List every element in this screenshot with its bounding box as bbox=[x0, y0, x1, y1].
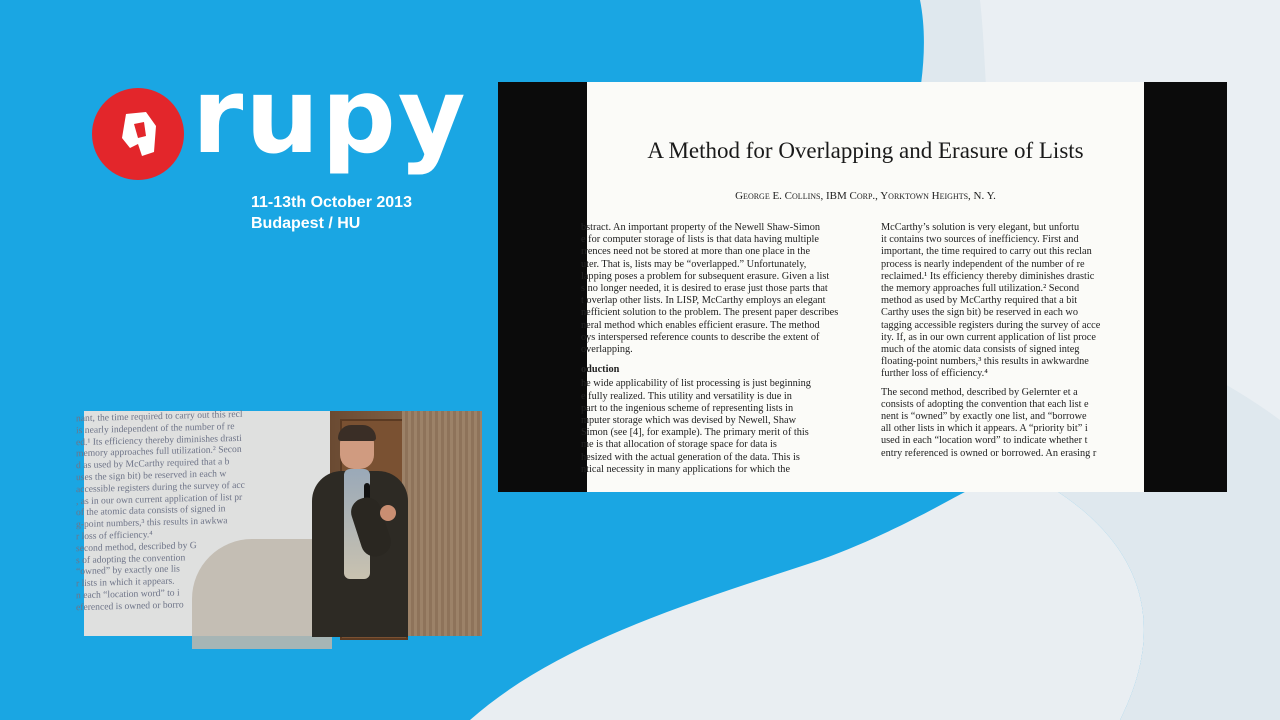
paper-line: bstract. An important property of the Newell Shaw-Simon bbox=[581, 222, 821, 233]
paper-author: George E. Collins, IBM Corp., Yorktown Heights, N. Y. bbox=[735, 190, 996, 202]
slide-view bbox=[498, 82, 1227, 492]
paper-left-column bbox=[581, 222, 863, 476]
projected-text: nant, the time required to carry out this recl is nearly independent of the number of re ed.¹ Its efficiency thereby diminishes drasti memory approaches full utilization.² Secon d as used by McCarthy required that a b uses the sign bit) be reserved in each w accessible registers during the survey of acc , as in our own current application of list pr of the atomic data consists of signed in g-point numbers,³ this results in awkwa r loss of efficiency.⁴ second method, described by G s of adopting the convention “owned” by exactly one lis r lists in which it appears. n each “location word” to i eferenced is owned or borro bbox=[76, 408, 245, 613]
paper-line: lapping poses a problem for subsequent erasure. Given a list bbox=[581, 270, 830, 282]
paper-line: The second method, described by Gelernter et a bbox=[881, 386, 1078, 398]
paper-line: further loss of efficiency.⁴ bbox=[881, 368, 988, 380]
section-heading: oduction bbox=[581, 364, 620, 376]
ruby-gem-icon bbox=[116, 108, 160, 160]
paper-line: all other lists in which it appears. A “priority bit” i bbox=[881, 423, 1088, 435]
wall-panel bbox=[402, 411, 482, 636]
paper-line: the memory approaches full utilization.² Second bbox=[881, 283, 1080, 295]
paper-line: McCarthy’s solution is very elegant, but unfortu bbox=[881, 222, 1080, 233]
paper-line: hesized with the actual generation of the data. This is bbox=[581, 451, 800, 463]
paper-title: A Method for Overlapping and Erasure of Lists bbox=[647, 138, 1084, 163]
speaker-camera-view bbox=[76, 408, 482, 636]
paper-line: method as used by McCarthy required that a bit bbox=[881, 295, 1078, 307]
paper-line: floating-point numbers,³ this results in awkwardne bbox=[881, 356, 1089, 368]
paper-line: neral method which enables efficient erasure. The method bbox=[581, 319, 820, 331]
paper-line: entry referenced is owned or borrowed. An erasing r bbox=[881, 447, 1097, 459]
paper-line: it contains two sources of inefficiency. First and bbox=[881, 234, 1079, 246]
speaker-hand bbox=[380, 505, 396, 521]
paper-line: oys interspersed reference counts to describe the extent of bbox=[581, 331, 820, 343]
paper-line: me is that allocation of storage space for data is bbox=[581, 439, 777, 451]
paper-line: e fully realized. This utility and versatility is due in bbox=[581, 390, 792, 402]
paper-line: important, the time required to carry out this reclan bbox=[881, 246, 1092, 258]
paper-line: Carthy uses the sign bit) be reserved in each wo bbox=[881, 307, 1079, 319]
paper-line: t overlap other lists. In LISP, McCarthy employs an elegant bbox=[581, 295, 826, 307]
paper-right-column bbox=[881, 222, 1157, 460]
paper-line: mputer storage which was devised by Newell, Shaw bbox=[581, 415, 797, 427]
paper-line: rrences need not be stored at more than one place in the bbox=[581, 246, 811, 258]
paper-line: much of the atomic data consists of signed integ bbox=[881, 344, 1080, 356]
paper-line: used in each “location word” to indicate whether t bbox=[881, 435, 1088, 447]
paper-line: nefficient solution to the problem. The present paper describes bbox=[581, 307, 839, 319]
paper-line: Simon (see [4], for example). The primary merit of this bbox=[581, 427, 809, 439]
speaker-hair bbox=[338, 425, 376, 441]
paper-line: e for computer storage of lists is that data having multiple bbox=[581, 234, 819, 246]
paper-line: part to the ingenious scheme of representing lists in bbox=[581, 402, 794, 414]
paper-line: overlapping. bbox=[581, 344, 633, 356]
paper-line: process is nearly independent of the number of re bbox=[881, 258, 1085, 270]
event-location: Budapest / HU bbox=[251, 215, 361, 232]
logo-circle-icon bbox=[92, 88, 184, 180]
paper-line: reclaimed.¹ Its efficiency thereby diminishes drastic bbox=[881, 270, 1095, 282]
event-dates: 11-13th October 2013 bbox=[251, 194, 412, 211]
paper-line: ntical necessity in many applications for which the bbox=[581, 463, 791, 475]
paper-line: uter. That is, lists may be “overlapped.” Unfortunately, bbox=[581, 258, 807, 270]
speaker bbox=[290, 427, 414, 637]
paper-line: tagging accessible registers during the survey of acce bbox=[881, 319, 1101, 331]
paper-line: s no longer needed, it is desired to erase just those parts that bbox=[581, 283, 828, 295]
paper-line: consists of adopting the convention that each list e bbox=[881, 398, 1089, 410]
logo-wordmark: rupy bbox=[192, 55, 468, 177]
paper-page bbox=[581, 82, 1144, 492]
paper-line: nent is “owned” by exactly one list, and “borrowe bbox=[881, 411, 1087, 423]
paper-line: ity. If, as in our own current application of list proce bbox=[881, 331, 1096, 343]
paper-line: he wide applicability of list processing is just beginning bbox=[581, 378, 811, 390]
